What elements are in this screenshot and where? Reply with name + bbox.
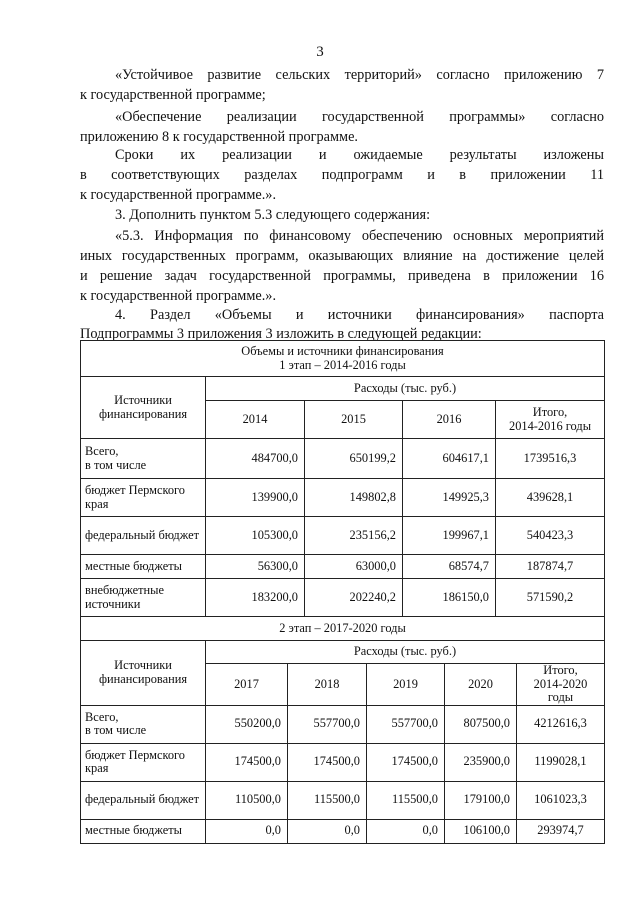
paragraph-subprogram-8: «Обеспечение реализации государственной программы» согласно xyxy=(115,109,604,125)
cell-total: 571590,2 xyxy=(496,579,605,617)
cell-value: 557700,0 xyxy=(367,705,445,743)
table1-year: 2016 xyxy=(403,401,496,439)
paragraph-terms: Сроки их реализации и ожидаемые результаты изложены xyxy=(115,147,604,163)
cell-value: 807500,0 xyxy=(445,705,517,743)
table2-year: 2018 xyxy=(288,664,367,706)
cell-total: 1739516,3 xyxy=(496,439,605,479)
paragraph-terms-cont-1: в соответствующих разделах подпрограмм и в приложении 11 xyxy=(80,167,604,183)
cell-value: 183200,0 xyxy=(206,579,305,617)
table1-title xyxy=(81,341,605,377)
paragraph-5-3-cont-1: иных государственных программ, оказывающих влияние на достижение целей xyxy=(80,248,604,264)
cell-total: 293974,7 xyxy=(517,819,605,843)
table1-title-row xyxy=(81,341,605,377)
cell-value: 235900,0 xyxy=(445,743,517,781)
table1-title-line1: Объемы и источники финансирования xyxy=(241,344,444,358)
cell-value: 604617,1 xyxy=(403,439,496,479)
table-row xyxy=(81,439,605,479)
table1-year: 2014 xyxy=(206,401,305,439)
cell-value: 174500,0 xyxy=(206,743,288,781)
cell-value: 115500,0 xyxy=(367,781,445,819)
table1-total-header xyxy=(496,401,605,439)
cell-value: 202240,2 xyxy=(305,579,403,617)
table2-year: 2017 xyxy=(206,664,288,706)
row-label: местные бюджеты xyxy=(81,555,206,579)
cell-total: 1061023,3 xyxy=(517,781,605,819)
table-row xyxy=(81,579,605,617)
cell-value: 110500,0 xyxy=(206,781,288,819)
paragraph-5-3-cont-2: и решение задач государственной программы, приведена в приложении 16 xyxy=(80,268,604,284)
paragraph-item-4-cont: Подпрограммы 3 приложения 3 изложить в следующей редакции: xyxy=(80,326,482,342)
row-label: федеральный бюджет xyxy=(81,517,206,555)
table-row xyxy=(81,781,605,819)
cell-value: 68574,7 xyxy=(403,555,496,579)
row-label: бюджет Пермского края xyxy=(81,743,206,781)
table1-expenses-header: Расходы (тыс. руб.) xyxy=(206,377,605,401)
row-label: федеральный бюджет xyxy=(81,781,206,819)
cell-value: 0,0 xyxy=(288,819,367,843)
cell-value: 106100,0 xyxy=(445,819,517,843)
financing-table-stage-2 xyxy=(80,616,605,844)
cell-value: 557700,0 xyxy=(288,705,367,743)
cell-value: 650199,2 xyxy=(305,439,403,479)
cell-value: 115500,0 xyxy=(288,781,367,819)
cell-value: 63000,0 xyxy=(305,555,403,579)
cell-value: 174500,0 xyxy=(367,743,445,781)
table1-total-header-line2: 2014-2016 годы xyxy=(509,418,592,433)
table2-total-header-line1: Итого, xyxy=(543,663,578,677)
cell-total: 439628,1 xyxy=(496,479,605,517)
table2-total-header xyxy=(517,664,605,706)
cell-value: 56300,0 xyxy=(206,555,305,579)
paragraph-subprogram-8-cont: приложению 8 к государственной программе. xyxy=(80,129,358,145)
row-label: внебюджетные источники xyxy=(81,579,206,617)
paragraph-subprogram-7: «Устойчивое развитие сельских территорий» согласно приложению 7 xyxy=(115,67,604,83)
table1-year: 2015 xyxy=(305,401,403,439)
paragraph-item-4: 4. Раздел «Объемы и источники финансирования» паспорта xyxy=(115,307,604,323)
cell-value: 0,0 xyxy=(367,819,445,843)
table2-stage-title: 2 этап – 2017-2020 годы xyxy=(81,617,605,641)
paragraph-terms-cont-2: к государственной программе.». xyxy=(80,187,277,203)
cell-value: 139900,0 xyxy=(206,479,305,517)
cell-value: 0,0 xyxy=(206,819,288,843)
row-label: Всего, в том числе xyxy=(81,705,206,743)
table-row xyxy=(81,743,605,781)
table2-stage-row xyxy=(81,617,605,641)
row-label: бюджет Пермского края xyxy=(81,479,206,517)
table2-year: 2019 xyxy=(367,664,445,706)
table-row xyxy=(81,819,605,843)
cell-total: 4212616,3 xyxy=(517,705,605,743)
cell-value: 105300,0 xyxy=(206,517,305,555)
table2-header-row xyxy=(81,641,605,664)
table-row xyxy=(81,479,605,517)
paragraph-5-3-cont-3: к государственной программе.». xyxy=(80,288,277,304)
table-row xyxy=(81,517,605,555)
table1-sources-header: Источники финансирования xyxy=(81,377,206,439)
table1-header-row xyxy=(81,377,605,401)
paragraph-item-3: 3. Дополнить пунктом 5.3 следующего содержания: xyxy=(115,207,431,223)
table-row xyxy=(81,555,605,579)
paragraph-subprogram-7-cont: к государственной программе; xyxy=(80,87,266,103)
table2-expenses-header: Расходы (тыс. руб.) xyxy=(206,641,605,664)
table2-year: 2020 xyxy=(445,664,517,706)
cell-total: 187874,7 xyxy=(496,555,605,579)
table2-sources-header: Источники финансирования xyxy=(81,641,206,706)
cell-value: 550200,0 xyxy=(206,705,288,743)
table2-total-header-line2: 2014-2020 годы xyxy=(533,676,588,704)
table1-title-line2: 1 этап – 2014-2016 годы xyxy=(279,357,406,372)
paragraph-5-3: «5.3. Информация по финансовому обеспечению основных мероприятий xyxy=(115,228,604,244)
cell-value: 149925,3 xyxy=(403,479,496,517)
table1-total-header-line1: Итого, xyxy=(532,405,568,419)
cell-total: 1199028,1 xyxy=(517,743,605,781)
row-label: Всего, в том числе xyxy=(81,439,206,479)
row-label: местные бюджеты xyxy=(81,819,206,843)
cell-value: 186150,0 xyxy=(403,579,496,617)
cell-value: 235156,2 xyxy=(305,517,403,555)
cell-total: 540423,3 xyxy=(496,517,605,555)
cell-value: 199967,1 xyxy=(403,517,496,555)
table-row xyxy=(81,705,605,743)
cell-value: 174500,0 xyxy=(288,743,367,781)
page-number: 3 xyxy=(316,44,324,60)
financing-table-stage-1 xyxy=(80,340,605,617)
cell-value: 484700,0 xyxy=(206,439,305,479)
cell-value: 149802,8 xyxy=(305,479,403,517)
cell-value: 179100,0 xyxy=(445,781,517,819)
